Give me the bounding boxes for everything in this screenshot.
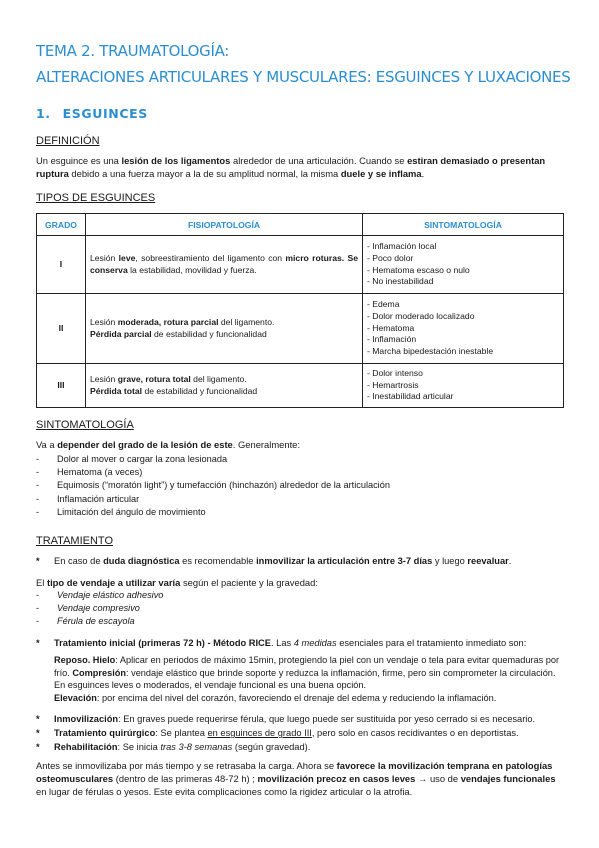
table-row — [37, 236, 564, 294]
list-item: - Dolor al mover o cargar la zona lesionada — [36, 454, 228, 464]
star-bullet: * — [36, 556, 40, 566]
sintomatologia-heading: SINTOMATOLOGÍA — [36, 419, 134, 431]
symptom-list — [36, 453, 390, 519]
bandage-intro: El tipo de vendaje a utilizar varía según el paciente y la gravedad: — [36, 577, 318, 588]
rice-method-block: * Tratamiento inicial (primeras 72 h) - Método RICE. Las 4 medidas esenciales para el tratamiento inmediato son: Reposo. Hielo: Aplicar en periodos de máximo 15min, protegiendo la piel con un vendaje o tela para evitar quemaduras por frío. Compresión: vendaje elástico que brinde soporte y reduzca la inflamación, firme, pero sin comprometer la circulación. En esguinces leves o moderados, el vendaje funcional es una buena opción. Elevación: por encima del nivel del corazón, favoreciendo el drenaje del edema y reduciendo la inflamación. — [36, 637, 564, 704]
tipos-heading: TIPOS DE ESGUINCES — [36, 192, 156, 204]
symptom-item: - Marcha bipedestación inestable — [367, 346, 494, 357]
list-item: - Limitación del ángulo de movimiento — [36, 506, 206, 517]
pathophysiology-cell: Lesión moderada, rotura parcial del ligamento. Pérdida parcial de estabilidad y funcionalidad — [86, 294, 363, 364]
document-title-line1: TEMA 2. TRAUMATOLOGÍA: — [36, 42, 230, 60]
section-heading-esguinces — [36, 106, 148, 121]
symptom-item: - Inestabilidad articular — [367, 391, 454, 402]
diagnostic-doubt-note: * En caso de duda diagnóstica es recomendable inmovilizar la articulación entre 3-7 días y luego reevaluar. — [36, 556, 512, 566]
symptom-item: - Hematoma — [367, 322, 415, 333]
symptom-item: - Inflamación local — [367, 240, 437, 251]
list-item: - Férula de escayola — [36, 616, 135, 627]
symptom-item: - Edema — [367, 299, 400, 309]
sintomatologia-intro: Va a depender del grado de la lesión de este. Generalmente: — [36, 439, 301, 450]
symptoms-cell — [363, 294, 564, 364]
definicion-paragraph: Un esguince es una lesión de los ligamentos alrededor de una articulación. Cuando se estiran demasiado o presentan ruptura debido a una fuerza mayor a la de su amplitud normal, la misma duele y se inflama. — [36, 155, 546, 179]
list-item: - Inflamación articular — [36, 493, 140, 504]
list-item: - Vendaje compresivo — [36, 603, 140, 614]
star-bullet: * — [36, 742, 40, 752]
symptoms-cell — [363, 236, 564, 294]
header-grado: GRADO — [37, 214, 86, 236]
symptom-item: - Poco dolor — [367, 252, 414, 263]
list-item: - Vendaje elástico adhesivo — [36, 590, 164, 600]
symptom-item: - Inflamación — [367, 334, 417, 345]
list-item: - Equimosis (“moratón light”) y tumefacción (hinchazón) alrededor de la articulación — [36, 480, 390, 491]
inmovilizacion-item: * Inmovilización: En graves puede requerirse férula, que luego puede ser sustituida por yeso cerrado si es necesario. — [36, 714, 536, 724]
section-label: ESGUINCES — [62, 106, 148, 121]
rice-reposo-hielo: Reposo. Hielo: Aplicar en periodos de máximo 15min, protegiendo la piel con un vendaje o tela para evitar quemaduras por frío. Compresión: vendaje elástico que brinde soporte y reduzca la inflamación, firme, pero sin comprometer la circulación. En esguinces leves o moderados, el vendaje funcional es una buena opción. — [54, 655, 560, 691]
bandage-list — [36, 589, 163, 629]
quirurgico-item: * Tratamiento quirúrgico: Se plantea en esguinces de grado III, pero solo en casos recidivantes o en deportistas. — [36, 728, 519, 738]
grade-cell: I — [37, 236, 86, 294]
symptom-item: - Hemartrosis — [367, 379, 419, 390]
document-title-line2: ALTERACIONES ARTICULARES Y MUSCULARES: ESGUINCES Y LUXACIONES — [36, 68, 571, 86]
grade-cell: III — [37, 364, 86, 408]
symptoms-cell — [363, 364, 564, 408]
star-bullet: * — [36, 638, 40, 648]
header-fisiopatologia: FISIOPATOLOGÍA — [86, 214, 363, 236]
table-header-row — [37, 214, 564, 236]
section-number: 1. — [36, 106, 51, 121]
symptom-item: - No inestabilidad — [367, 276, 434, 287]
symptom-item: - Dolor moderado localizado — [367, 310, 475, 321]
star-bullet: * — [36, 714, 40, 724]
table-row — [37, 294, 564, 364]
symptom-item: - Hematoma escaso o nulo — [367, 264, 470, 275]
star-bullet: * — [36, 728, 40, 738]
closing-paragraph: Antes se inmovilizaba por más tiempo y se retrasaba la carga. Ahora se favorece la movilización temprana en patologías osteomusculares (dentro de las primeras 48-72 h) ; movilización precoz en casos leves → uso de vendajes funcionales en lugar de férulas o yesos. Este evita complicaciones como la rigidez articular o la atrofia. — [36, 760, 556, 797]
rehabilitacion-item: * Rehabilitación: Se inicia tras 3-8 semanas (según gravedad). — [36, 742, 311, 752]
list-item: - Hematoma (a veces) — [36, 467, 143, 478]
grade-cell: II — [37, 294, 86, 364]
rice-elevacion: Elevación: por encima del nivel del corazón, favoreciendo el drenaje del edema y reduciendo la inflamación. — [54, 692, 497, 703]
header-sintomatologia: SINTOMATOLOGÍA — [363, 214, 564, 236]
definicion-heading: DEFINICIÓN — [36, 135, 100, 147]
tratamiento-heading: TRATAMIENTO — [36, 535, 113, 547]
sprain-grades-table — [36, 213, 564, 408]
pathophysiology-cell: Lesión grave, rotura total del ligamento. Pérdida total de estabilidad y funcionalidad — [86, 364, 363, 408]
symptom-item: - Dolor intenso — [367, 367, 423, 378]
table-row — [37, 364, 564, 408]
pathophysiology-cell: Lesión leve, sobreestiramiento del ligamento con micro roturas. Se conserva la estabilidad, movilidad y fuerza. — [86, 236, 363, 294]
